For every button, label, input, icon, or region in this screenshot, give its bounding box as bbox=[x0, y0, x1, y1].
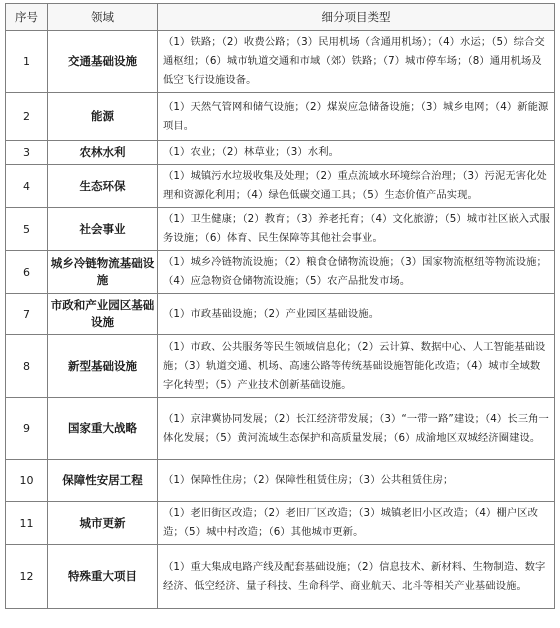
row-index: 12 bbox=[6, 545, 48, 609]
row-detail: （1）农业；（2）林草业；（3）水利。 bbox=[158, 141, 555, 165]
row-category: 农林水利 bbox=[48, 141, 158, 165]
row-category: 能源 bbox=[48, 93, 158, 141]
header-category: 领域 bbox=[48, 4, 158, 31]
row-detail: （1）市政基础设施；（2）产业园区基础设施。 bbox=[158, 294, 555, 335]
row-index: 6 bbox=[6, 251, 48, 294]
table-row bbox=[6, 208, 555, 251]
row-index: 5 bbox=[6, 208, 48, 251]
project-type-table bbox=[5, 3, 555, 609]
table-row bbox=[6, 545, 555, 609]
row-detail: （1）老旧街区改造；（2）老旧厂区改造；（3）城镇老旧小区改造；（4）棚户区改造；（5）城中村改造；（6）其他城市更新。 bbox=[158, 502, 555, 545]
row-category: 交通基础设施 bbox=[48, 31, 158, 93]
table-row bbox=[6, 398, 555, 460]
table-row bbox=[6, 460, 555, 502]
table-row bbox=[6, 251, 555, 294]
row-category: 国家重大战略 bbox=[48, 398, 158, 460]
row-index: 10 bbox=[6, 460, 48, 502]
row-detail: （1）京津冀协同发展；（2）长江经济带发展；（3）“一带一路”建设；（4）长三角一体化发展；（5）黄河流域生态保护和高质量发展；（6）成渝地区双城经济圈建设。 bbox=[158, 398, 555, 460]
row-index: 2 bbox=[6, 93, 48, 141]
row-category: 特殊重大项目 bbox=[48, 545, 158, 609]
row-category: 城市更新 bbox=[48, 502, 158, 545]
row-category: 城乡冷链物流基础设施 bbox=[48, 251, 158, 294]
row-index: 7 bbox=[6, 294, 48, 335]
row-detail: （1）保障性住房；（2）保障性租赁住房；（3）公共租赁住房； bbox=[158, 460, 555, 502]
row-category: 市政和产业园区基础设施 bbox=[48, 294, 158, 335]
header-index: 序号 bbox=[6, 4, 48, 31]
table-row bbox=[6, 294, 555, 335]
table-row bbox=[6, 335, 555, 398]
row-detail: （1）市政、公共服务等民生领域信息化；（2）云计算、数据中心、人工智能基础设施；（3）轨道交通、机场、高速公路等传统基础设施智能化改造；（4）城市全域数字化转型；（5）产业技术创新基础设施。 bbox=[158, 335, 555, 398]
header-detail: 细分项目类型 bbox=[158, 4, 555, 31]
row-detail: （1）重大集成电路产线及配套基础设施；（2）信息技术、新材料、生物制造、数字经济、低空经济、量子科技、生命科学、商业航天、北斗等相关产业基础设施。 bbox=[158, 545, 555, 609]
row-detail: （1）城镇污水垃圾收集及处理；（2）重点流域水环境综合治理；（3）污泥无害化处理和资源化利用；（4）绿色低碳交通工具；（5）生态价值产品实现。 bbox=[158, 165, 555, 208]
table-row bbox=[6, 165, 555, 208]
table-row bbox=[6, 502, 555, 545]
table-row bbox=[6, 31, 555, 93]
row-index: 9 bbox=[6, 398, 48, 460]
row-category: 生态环保 bbox=[48, 165, 158, 208]
row-index: 3 bbox=[6, 141, 48, 165]
row-index: 1 bbox=[6, 31, 48, 93]
row-detail: （1）铁路；（2）收费公路；（3）民用机场（含通用机场）；（4）水运；（5）综合交通枢纽；（6）城市轨道交通和市域（郊）铁路；（7）城市停车场；（8）通用机场及低空飞行设施设备。 bbox=[158, 31, 555, 93]
row-detail: （1）城乡冷链物流设施；（2）粮食仓储物流设施；（3）国家物流枢纽等物流设施；（4）应急物资仓储物流设施；（5）农产品批发市场。 bbox=[158, 251, 555, 294]
table-row bbox=[6, 141, 555, 165]
row-detail: （1）卫生健康；（2）教育；（3）养老托育；（4）文化旅游；（5）城市社区嵌入式服务设施；（6）体育、民生保障等其他社会事业。 bbox=[158, 208, 555, 251]
row-detail: （1）天然气管网和储气设施；（2）煤炭应急储备设施；（3）城乡电网；（4）新能源项目。 bbox=[158, 93, 555, 141]
table-header-row bbox=[6, 4, 555, 31]
table-row bbox=[6, 93, 555, 141]
row-category: 保障性安居工程 bbox=[48, 460, 158, 502]
row-index: 11 bbox=[6, 502, 48, 545]
row-index: 8 bbox=[6, 335, 48, 398]
row-index: 4 bbox=[6, 165, 48, 208]
row-category: 新型基础设施 bbox=[48, 335, 158, 398]
row-category: 社会事业 bbox=[48, 208, 158, 251]
